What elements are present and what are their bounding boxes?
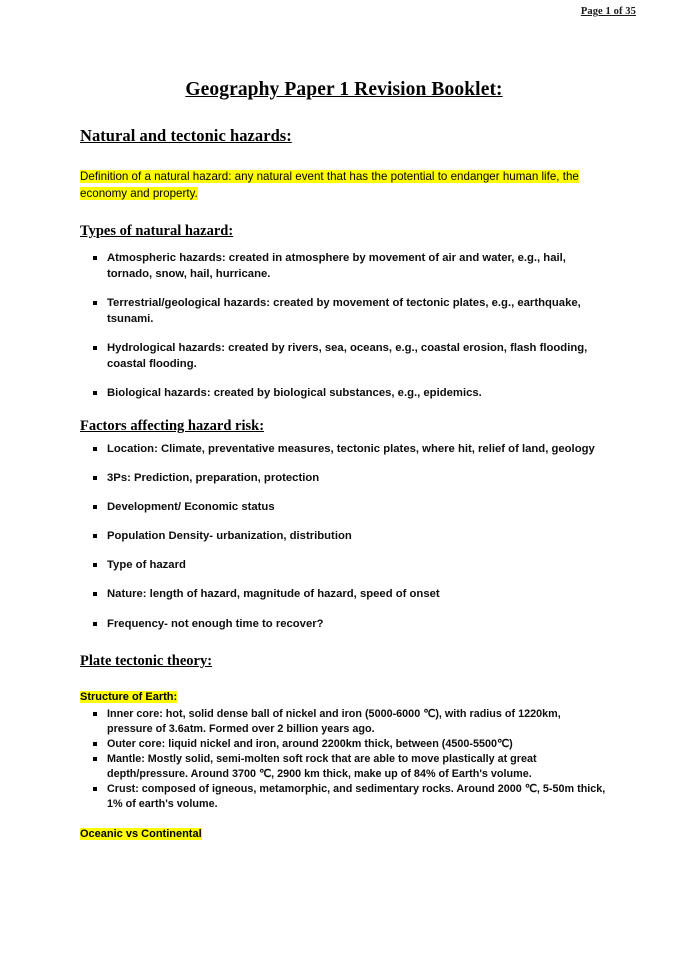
spacer bbox=[80, 670, 608, 690]
structure-of-earth-highlighted-label: Structure of Earth: bbox=[80, 691, 178, 704]
document-body bbox=[80, 78, 608, 842]
list-structure-of-earth bbox=[80, 707, 608, 811]
list-item: Type of hazard bbox=[80, 557, 608, 573]
list-item: Atmospheric hazards: created in atmosphere by movement of air and water, e.g., hail, tornado, snow, hail, hurricane. bbox=[80, 250, 608, 282]
definition-highlighted-text: Definition of a natural hazard: any natural event that has the potential to endanger human life, the economy and property. bbox=[80, 169, 579, 200]
heading-factors-affecting-hazard-risk: Factors affecting hazard risk: bbox=[80, 418, 265, 435]
subheading-structure-of-earth bbox=[80, 690, 608, 705]
list-factors-affecting-hazard-risk bbox=[80, 441, 608, 631]
natural-hazard-definition bbox=[80, 169, 592, 203]
list-item: Location: Climate, preventative measures, tectonic plates, where hit, relief of land, geology bbox=[80, 441, 608, 457]
list-item: Population Density- urbanization, distribution bbox=[80, 528, 608, 544]
list-item: Biological hazards: created by biological substances, e.g., epidemics. bbox=[80, 385, 608, 401]
list-item: Terrestrial/geological hazards: created by movement of tectonic plates, e.g., earthquake, tsunami. bbox=[80, 295, 608, 327]
spacer bbox=[80, 147, 608, 169]
spacer bbox=[80, 241, 608, 250]
spacer bbox=[80, 632, 608, 652]
spacer bbox=[80, 811, 608, 827]
list-item: Inner core: hot, solid dense ball of nickel and iron (5000-6000 ℃), with radius of 1220km, pressure of 3.6atm. Formed over 2 billion years ago. bbox=[80, 707, 608, 737]
list-item: Nature: length of hazard, magnitude of hazard, speed of onset bbox=[80, 586, 608, 602]
list-item: Mantle: Mostly solid, semi-molten soft rock that are able to move plastically at great depth/pressure. Around 3700 ℃, 2900 km thick, make up of 84% of Earth's volume. bbox=[80, 752, 608, 782]
spacer bbox=[80, 401, 608, 417]
section-heading-natural-and-tectonic-hazards: Natural and tectonic hazards: bbox=[80, 126, 292, 146]
heading-plate-tectonic-theory: Plate tectonic theory: bbox=[80, 652, 213, 669]
page-number-header: Page 1 of 35 bbox=[580, 6, 636, 17]
list-item: Crust: composed of igneous, metamorphic, and sedimentary rocks. Around 2000 ℃, 5-50m thick, 1% of earth's volume. bbox=[80, 782, 608, 812]
heading-types-of-natural-hazard: Types of natural hazard: bbox=[80, 223, 234, 240]
subheading-oceanic-vs-continental bbox=[80, 827, 608, 842]
spacer bbox=[80, 202, 608, 222]
list-types-of-natural-hazard bbox=[80, 250, 608, 401]
list-item: 3Ps: Prediction, preparation, protection bbox=[80, 470, 608, 486]
list-item: Development/ Economic status bbox=[80, 499, 608, 515]
list-item: Hydrological hazards: created by rivers, sea, oceans, e.g., coastal erosion, flash flooding, coastal flooding. bbox=[80, 340, 608, 372]
list-item: Frequency- not enough time to recover? bbox=[80, 616, 608, 632]
list-item: Outer core: liquid nickel and iron, around 2200km thick, between (4500-5500℃) bbox=[80, 737, 608, 752]
oceanic-vs-continental-highlighted-label: Oceanic vs Continental bbox=[80, 828, 202, 841]
document-title: Geography Paper 1 Revision Booklet: bbox=[185, 79, 503, 100]
spacer bbox=[80, 102, 608, 125]
